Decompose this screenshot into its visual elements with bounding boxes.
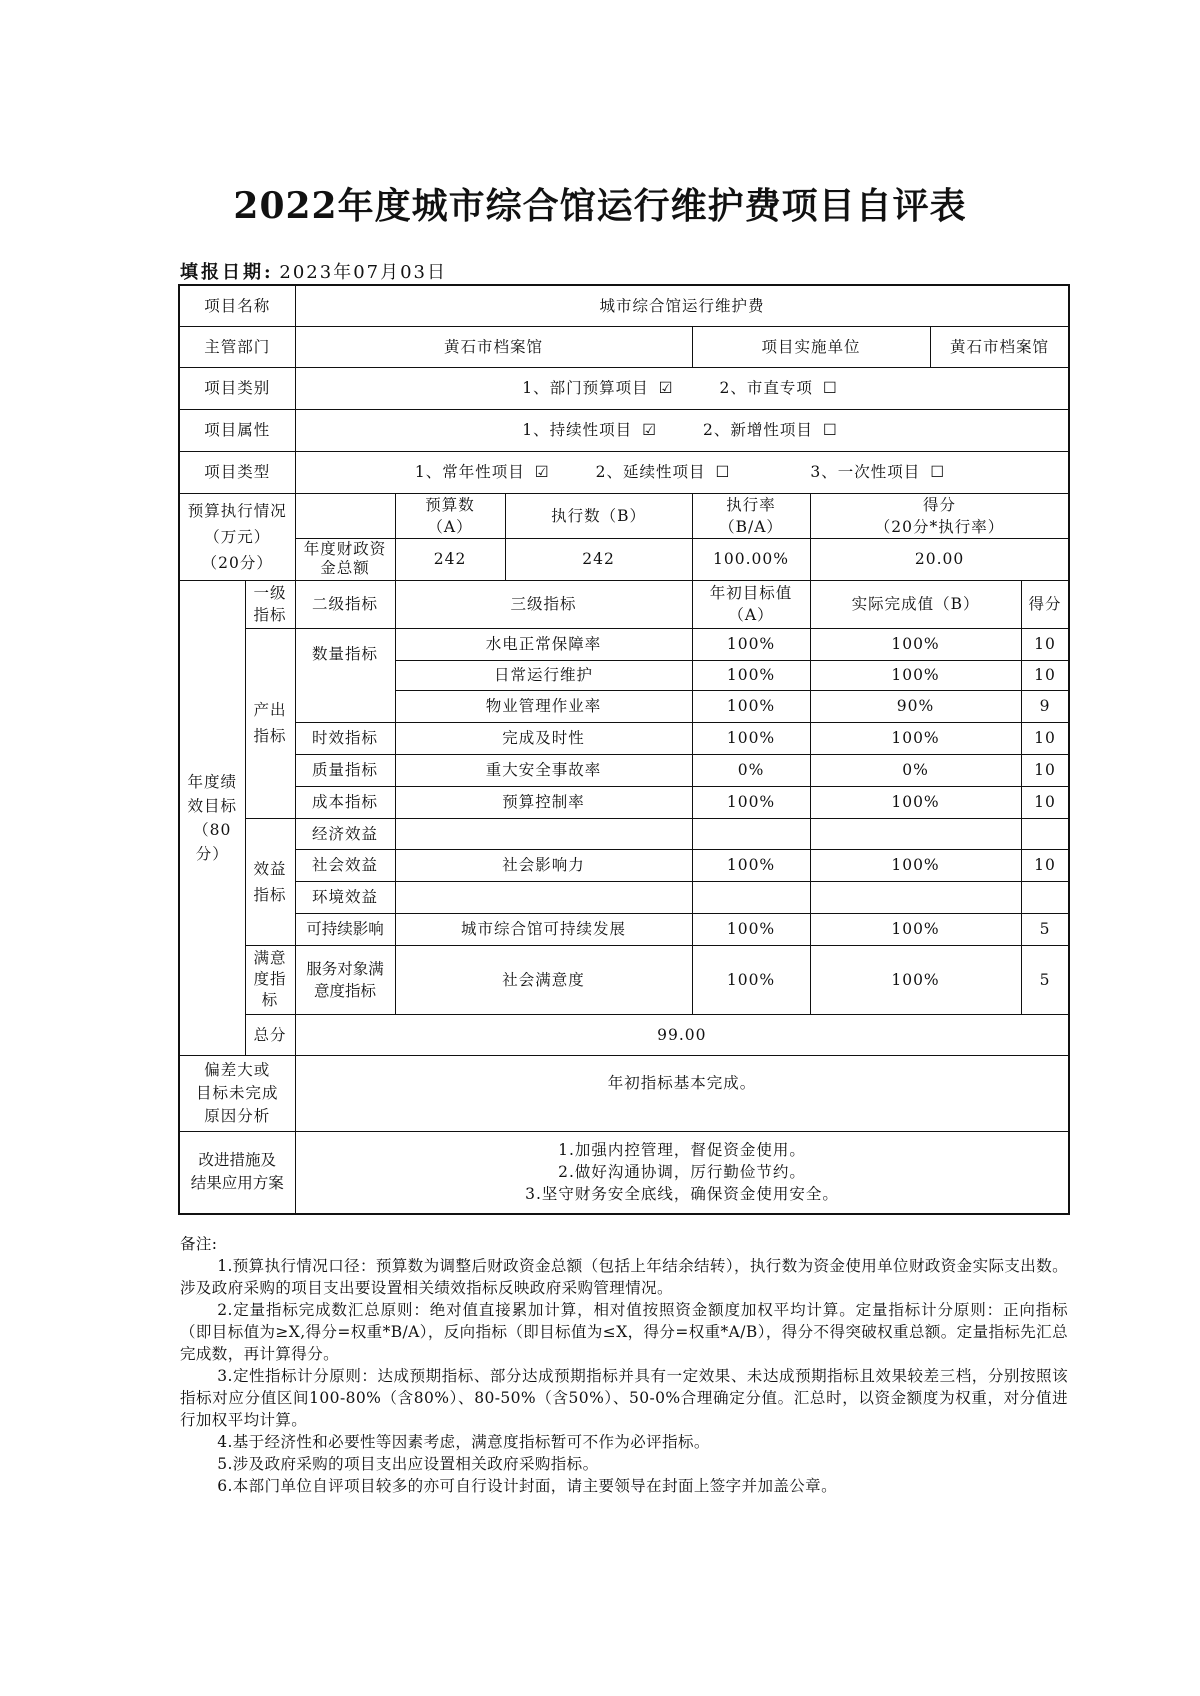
indicator-score: [1021, 818, 1069, 849]
exec-value: 242: [505, 538, 692, 580]
project-category-options: [295, 367, 1069, 409]
project-name-value: 城市综合馆运行维护费: [295, 285, 1069, 326]
note-item: 4.基于经济性和必要性等因素考虑，满意度指标暂可不作为必评指标。: [217, 1433, 710, 1451]
indicator-score: 10: [1021, 660, 1069, 690]
improvement-label: 改进措施及 结果应用方案: [179, 1131, 295, 1214]
category-option-dept-budget: 1、部门预算项目: [522, 379, 649, 397]
actual-value: 100%: [810, 913, 1021, 945]
budget-col-rate: 执行率 （B/A）: [692, 493, 810, 538]
checked-box-icon[interactable]: ☑: [658, 379, 674, 397]
row-budget-header: [179, 493, 1069, 538]
budget-section-label: 预算执行情况 （万元） （20分）: [179, 493, 295, 580]
list-item: 3.坚守财务安全底线，确保资金使用安全。: [525, 1185, 839, 1204]
notes-heading: 备注:: [180, 1235, 218, 1253]
checked-box-icon[interactable]: ☑: [642, 421, 658, 439]
row-total: [179, 1014, 1069, 1055]
budget-value: 242: [395, 538, 505, 580]
note-item: 1.预算执行情况口径：预算数为调整后财政资金总额（包括上年结余结转），执行数为资金使用单位财政资金实际支出数。涉及政府采购的项目支出要设置相关绩效指标反映政府采购管理情况。: [180, 1257, 1068, 1297]
target-value: 100%: [692, 786, 810, 818]
table-row: [179, 628, 1069, 660]
attribute-option-continuing: 1、持续性项目: [522, 421, 633, 439]
indicator-name: 重大安全事故率: [395, 754, 692, 786]
deviation-label: 偏差大或 目标未完成 原因分析: [179, 1055, 295, 1131]
category-option-city-special: 2、市直专项: [719, 379, 813, 397]
actual-value: 100%: [810, 628, 1021, 660]
unchecked-box-icon[interactable]: ☐: [930, 463, 946, 481]
indicator-level2: 成本指标: [295, 786, 395, 818]
budget-col-exec: 执行数（B）: [505, 493, 692, 538]
unchecked-box-icon[interactable]: ☐: [715, 463, 731, 481]
row-project-name: [179, 285, 1069, 326]
list-item: 1.加强内控管理，督促资金使用。: [558, 1141, 806, 1160]
output-indicator-label: 产出 指标: [245, 628, 295, 818]
table-row: [179, 754, 1069, 786]
row-project-type: [179, 451, 1069, 493]
table-row: [179, 881, 1069, 913]
evaluation-table: [178, 284, 1070, 1215]
table-row: [179, 945, 1069, 1014]
unchecked-box-icon[interactable]: ☐: [822, 379, 838, 397]
note-item: 5.涉及政府采购的项目支出应设置相关政府采购指标。: [217, 1455, 599, 1473]
budget-col-budget: 预算数 （A）: [395, 493, 505, 538]
checked-box-icon[interactable]: ☑: [534, 463, 550, 481]
project-type-label: 项目类型: [179, 451, 295, 493]
project-attribute-options: [295, 409, 1069, 451]
list-item: 2.做好沟通协调，厉行勤俭节约。: [558, 1163, 806, 1182]
indicator-name: 社会满意度: [395, 945, 692, 1014]
target-value: [692, 881, 810, 913]
indicator-name: 水电正常保障率: [395, 628, 692, 660]
table-row: [179, 849, 1069, 881]
row-improvement: [179, 1131, 1069, 1214]
improvement-list: [295, 1131, 1069, 1214]
actual-value: 0%: [810, 754, 1021, 786]
notes-section: [180, 1233, 1068, 1497]
indicator-score: 5: [1021, 913, 1069, 945]
row-department: [179, 326, 1069, 367]
indicator-score: 9: [1021, 690, 1069, 722]
type-option-one-time: 3、一次性项目: [810, 463, 921, 481]
table-row: [179, 913, 1069, 945]
indicator-level2: 服务对象满 意度指标: [295, 945, 395, 1014]
indicator-level2: 时效指标: [295, 722, 395, 754]
target-value: [692, 818, 810, 849]
row-perf-header: [179, 580, 1069, 628]
perf-h-score: 得分: [1021, 580, 1069, 628]
perf-h-target: 年初目标值 （A）: [692, 580, 810, 628]
note-item: 2.定量指标完成数汇总原则：绝对值直接累加计算，相对值按照资金额度加权平均计算。定量指标计分原则：正向指标（即目标值为≥X,得分=权重*B/A），反向指标（即目标值为≤X，得分=权重*A/B），得分不得突破权重总额。定量指标先汇总完成数，再计算得分。: [180, 1301, 1068, 1363]
target-value: 100%: [692, 660, 810, 690]
actual-value: 100%: [810, 945, 1021, 1014]
indicator-score: 10: [1021, 786, 1069, 818]
indicator-name: [395, 818, 692, 849]
indicator-score: 10: [1021, 754, 1069, 786]
perf-h-actual: 实际完成值（B）: [810, 580, 1021, 628]
budget-header-blank: [295, 493, 395, 538]
actual-value: [810, 881, 1021, 913]
rate-value: 100.00%: [692, 538, 810, 580]
actual-value: 100%: [810, 786, 1021, 818]
actual-value: 100%: [810, 722, 1021, 754]
indicator-score: 10: [1021, 722, 1069, 754]
project-name-label: 项目名称: [179, 285, 295, 326]
target-value: 100%: [692, 722, 810, 754]
project-type-options: [295, 451, 1069, 493]
budget-row-label: 年度财政资 金总额: [295, 538, 395, 580]
department-label: 主管部门: [179, 326, 295, 367]
fill-date: [180, 258, 447, 284]
table-row: [179, 722, 1069, 754]
indicator-score: [1021, 881, 1069, 913]
note-item: 6.本部门单位自评项目较多的亦可自行设计封面，请主要领导在封面上签字并加盖公章。: [217, 1477, 837, 1495]
indicator-score: 5: [1021, 945, 1069, 1014]
perf-section-label: 年度绩 效目标 （80 分）: [179, 580, 245, 1055]
indicator-level2: 质量指标: [295, 754, 395, 786]
attribute-option-new: 2、新增性项目: [703, 421, 813, 439]
indicator-level2: 环境效益: [295, 881, 395, 913]
indicator-level2: 经济效益: [295, 818, 395, 849]
note-item: 3.定性指标计分原则：达成预期指标、部分达成预期指标并具有一定效果、未达成预期指标且效果较差三档，分别按照该指标对应分值区间100-80%（含80%）、80-50%（含50%）、50-0%合理确定分值。汇总时，以资金额度为权重，对分值进行加权平均计算。: [180, 1367, 1068, 1429]
impl-unit-label: 项目实施单位: [692, 326, 930, 367]
fill-date-value: 2023年07月03日: [279, 262, 448, 283]
satisfaction-indicator-label: 满意 度指 标: [245, 945, 295, 1014]
actual-value: 90%: [810, 690, 1021, 722]
type-option-extended: 2、延续性项目: [595, 463, 706, 481]
indicator-score: 10: [1021, 628, 1069, 660]
actual-value: 100%: [810, 660, 1021, 690]
table-row: [179, 786, 1069, 818]
indicator-score: 10: [1021, 849, 1069, 881]
department-value: 黄石市档案馆: [295, 326, 692, 367]
indicator-name: 城市综合馆可持续发展: [395, 913, 692, 945]
benefit-indicator-label: 效益 指标: [245, 818, 295, 945]
total-value: 99.00: [295, 1014, 1069, 1055]
perf-h-level2: 二级指标: [295, 580, 395, 628]
page-title: 2022年度城市综合馆运行维护费项目自评表: [233, 185, 967, 227]
target-value: 0%: [692, 754, 810, 786]
indicator-level2: 可持续影响: [295, 913, 395, 945]
indicator-level2: 社会效益: [295, 849, 395, 881]
fill-date-label: 填报日期:: [180, 262, 274, 283]
project-attribute-label: 项目属性: [179, 409, 295, 451]
indicator-name: 预算控制率: [395, 786, 692, 818]
row-project-attribute: [179, 409, 1069, 451]
row-project-category: [179, 367, 1069, 409]
unchecked-box-icon[interactable]: ☐: [822, 421, 838, 439]
budget-col-score: 得分 （20分*执行率）: [810, 493, 1069, 538]
target-value: 100%: [692, 628, 810, 660]
perf-h-level1: 一级 指标: [245, 580, 295, 628]
table-row: [179, 818, 1069, 849]
quantity-indicator-label: 数量指标: [295, 628, 395, 722]
deviation-text: 年初指标基本完成。: [295, 1055, 1069, 1131]
row-deviation: [179, 1055, 1069, 1131]
type-option-annual: 1、常年性项目: [414, 463, 525, 481]
target-value: 100%: [692, 849, 810, 881]
target-value: 100%: [692, 945, 810, 1014]
target-value: 100%: [692, 913, 810, 945]
actual-value: [810, 818, 1021, 849]
row-budget-values: [179, 538, 1069, 580]
impl-unit-value: 黄石市档案馆: [930, 326, 1069, 367]
indicator-name: 社会影响力: [395, 849, 692, 881]
indicator-name: 物业管理作业率: [395, 690, 692, 722]
target-value: 100%: [692, 690, 810, 722]
project-category-label: 项目类别: [179, 367, 295, 409]
indicator-name: 完成及时性: [395, 722, 692, 754]
perf-h-level3: 三级指标: [395, 580, 692, 628]
indicator-name: [395, 881, 692, 913]
indicator-name: 日常运行维护: [395, 660, 692, 690]
actual-value: 100%: [810, 849, 1021, 881]
score-value: 20.00: [810, 538, 1069, 580]
total-label: 总分: [245, 1014, 295, 1055]
